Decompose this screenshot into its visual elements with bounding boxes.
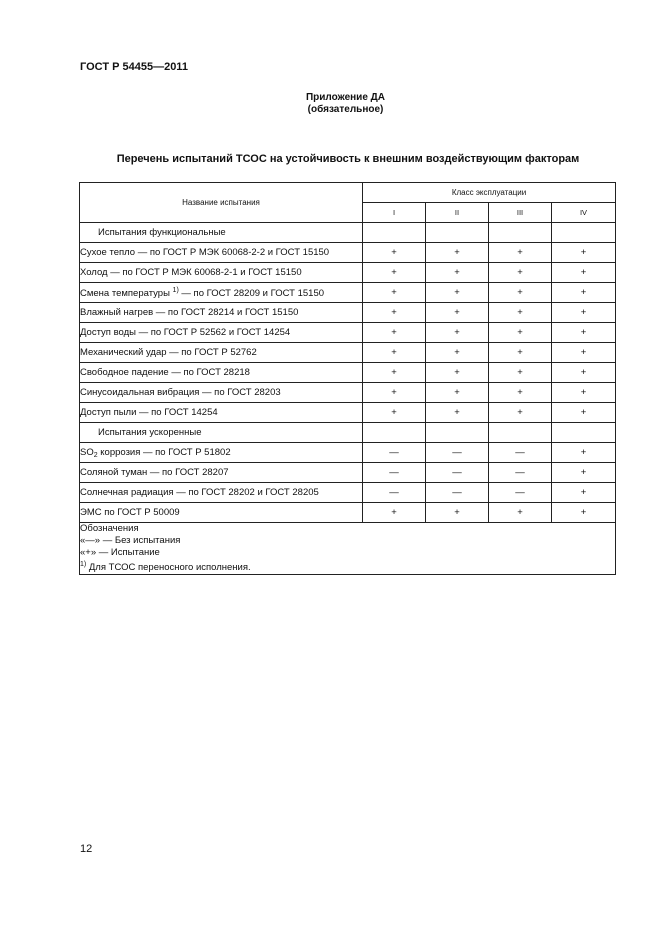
test-name-part: SO [80, 446, 94, 458]
class-2-mark: + [426, 403, 489, 423]
class-3-mark: + [489, 243, 552, 263]
class-2-mark: — [426, 483, 489, 503]
class-3-mark: — [489, 463, 552, 483]
section-title: Испытания ускоренные [80, 423, 363, 443]
class-4-mark [552, 423, 616, 443]
class-3-mark: + [489, 403, 552, 423]
class-1-mark: + [363, 283, 426, 303]
test-name-cell: Солнечная радиация — по ГОСТ 28202 и ГОСТ 28205 [80, 483, 363, 503]
test-name-cell: Соляной туман — по ГОСТ 28207 [80, 463, 363, 483]
class-4-mark: + [552, 463, 616, 483]
notes-no-test: «—» — Без испытания [80, 535, 181, 546]
section-title: Испытания функциональные [80, 223, 363, 243]
table-row [80, 463, 616, 483]
class-4-mark [552, 223, 616, 243]
class-1-mark: + [363, 263, 426, 283]
test-name-cell: Свободное падение — по ГОСТ 28218 [80, 363, 363, 383]
column-header-class-3: III [489, 203, 552, 223]
table-row [80, 383, 616, 403]
test-name-cell: Доступ пыли — по ГОСТ 14254 [80, 403, 363, 423]
class-2-mark: + [426, 363, 489, 383]
class-4-mark: + [552, 303, 616, 323]
class-2-mark: + [426, 263, 489, 283]
class-1-mark: — [363, 463, 426, 483]
class-1-mark: + [363, 503, 426, 523]
notes-test: «+» — Испытание [80, 547, 160, 558]
notes-footnote [80, 559, 615, 574]
subscript: 2 [93, 451, 98, 459]
column-header-operation-class: Класс эксплуатации [363, 183, 616, 203]
class-4-mark: + [552, 443, 616, 463]
class-4-mark: + [552, 323, 616, 343]
test-name-cell: Влажный нагрев — по ГОСТ 28214 и ГОСТ 15150 [80, 303, 363, 323]
class-2-mark: + [426, 383, 489, 403]
tests-table [79, 182, 616, 575]
class-3-mark: + [489, 283, 552, 303]
test-name-cell: ЭМС по ГОСТ Р 50009 [80, 503, 363, 523]
class-1-mark: + [363, 343, 426, 363]
class-4-mark: + [552, 283, 616, 303]
table-row [80, 443, 616, 463]
class-3-mark: + [489, 363, 552, 383]
test-name-cell: Сухое тепло — по ГОСТ Р МЭК 60068-2-2 и ГОСТ 15150 [80, 243, 363, 263]
class-4-mark: + [552, 403, 616, 423]
class-2-mark: — [426, 463, 489, 483]
class-1-mark: + [363, 243, 426, 263]
table-row [80, 403, 616, 423]
test-name-cell: Синусоидальная вибрация — по ГОСТ 28203 [80, 383, 363, 403]
test-name-part: Смена температуры [80, 287, 173, 299]
footnote-mark: 1) [80, 561, 87, 568]
class-3-mark: — [489, 483, 552, 503]
class-2-mark: — [426, 443, 489, 463]
class-2-mark [426, 423, 489, 443]
tests-table-body [80, 223, 616, 523]
class-1-mark: + [363, 323, 426, 343]
test-name-cell: Механический удар — по ГОСТ Р 52762 [80, 343, 363, 363]
section-row [80, 223, 616, 243]
class-2-mark: + [426, 503, 489, 523]
class-3-mark: + [489, 263, 552, 283]
class-3-mark: — [489, 443, 552, 463]
class-4-mark: + [552, 383, 616, 403]
column-header-class-4: IV [552, 203, 616, 223]
class-1-mark: + [363, 383, 426, 403]
column-header-test-name: Название испытания [80, 183, 363, 223]
table-row [80, 243, 616, 263]
class-4-mark: + [552, 363, 616, 383]
appendix-heading [0, 92, 661, 116]
footnote-reference: 1) [172, 286, 179, 294]
class-4-mark: + [552, 263, 616, 283]
class-3-mark: + [489, 383, 552, 403]
class-3-mark: + [489, 303, 552, 323]
class-1-mark: + [363, 303, 426, 323]
table-row [80, 283, 616, 303]
test-name-part: коррозия — по ГОСТ Р 51802 [97, 446, 231, 458]
appendix-title: Приложение ДА [305, 92, 386, 103]
class-3-mark: + [489, 323, 552, 343]
table-title: Перечень испытаний ТСОС на устойчивость к внешним воздействующим факторам [116, 153, 580, 165]
table-row [80, 263, 616, 283]
standard-code: ГОСТ Р 54455—2011 [80, 61, 188, 73]
class-2-mark: + [426, 283, 489, 303]
table-row [80, 483, 616, 503]
class-3-mark [489, 223, 552, 243]
table-notes [80, 523, 616, 575]
footnote-text: Для ТСОС переносного исполнения. [86, 562, 251, 573]
table-row [80, 503, 616, 523]
test-name-cell: Доступ воды — по ГОСТ Р 52562 и ГОСТ 14254 [80, 323, 363, 343]
column-header-class-2: II [426, 203, 489, 223]
test-name-cell [80, 443, 363, 463]
section-row [80, 423, 616, 443]
test-name-part: — по ГОСТ 28209 и ГОСТ 15150 [178, 287, 325, 299]
table-row [80, 363, 616, 383]
class-4-mark: + [552, 343, 616, 363]
class-2-mark: + [426, 323, 489, 343]
column-header-class-1: I [363, 203, 426, 223]
class-1-mark [363, 423, 426, 443]
class-4-mark: + [552, 503, 616, 523]
class-1-mark: — [363, 443, 426, 463]
notes-title: Обозначения [80, 523, 139, 534]
class-1-mark: + [363, 363, 426, 383]
class-2-mark: + [426, 303, 489, 323]
table-row [80, 303, 616, 323]
class-3-mark [489, 423, 552, 443]
class-4-mark: + [552, 483, 616, 503]
class-2-mark: + [426, 243, 489, 263]
appendix-subtitle: (обязательное) [307, 104, 384, 115]
class-2-mark: + [426, 343, 489, 363]
table-row [80, 323, 616, 343]
class-4-mark: + [552, 243, 616, 263]
class-1-mark [363, 223, 426, 243]
table-row [80, 343, 616, 363]
page-number: 12 [80, 843, 93, 855]
class-1-mark: + [363, 403, 426, 423]
class-3-mark: + [489, 343, 552, 363]
class-2-mark [426, 223, 489, 243]
test-name-cell [80, 283, 363, 303]
class-1-mark: — [363, 483, 426, 503]
test-name-cell: Холод — по ГОСТ Р МЭК 60068-2-1 и ГОСТ 15150 [80, 263, 363, 283]
class-3-mark: + [489, 503, 552, 523]
